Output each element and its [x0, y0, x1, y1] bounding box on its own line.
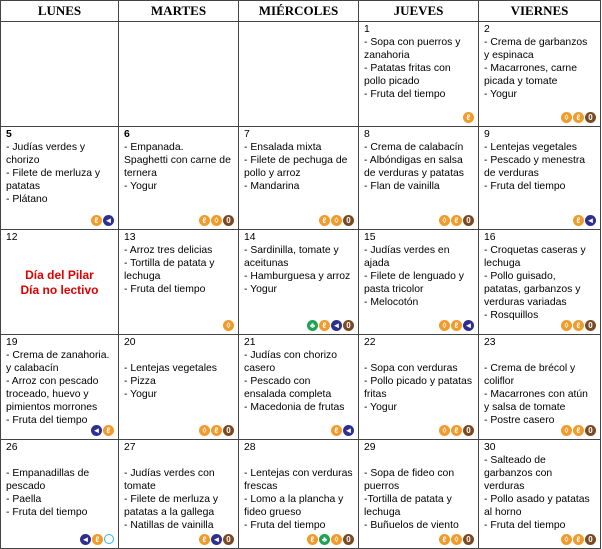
egg-icon: 0: [463, 425, 474, 436]
dish-line: - Crema de calabacín: [364, 142, 464, 153]
wheat-icon: ℓ: [451, 320, 462, 331]
day-cell: [359, 335, 479, 440]
milk-icon: ◊: [331, 215, 342, 226]
milk-icon: ◊: [199, 425, 210, 436]
dish-line: - Natillas de vainilla: [124, 520, 214, 531]
dish-line: - Sopa con verduras: [364, 363, 458, 374]
dish-line: Spaghetti con carne de ternera: [124, 155, 231, 179]
day-content: [479, 335, 600, 427]
day-content: [239, 230, 358, 296]
milk-icon: ◊: [561, 320, 572, 331]
day-number: 26: [6, 442, 18, 453]
dish-line: - Mandarina: [244, 181, 300, 192]
allergen-icons: [573, 215, 596, 226]
mollusc-icon: [104, 534, 114, 544]
egg-icon: 0: [223, 534, 234, 545]
dish-line: - Yogur: [124, 389, 157, 400]
dish-line: - Crema de garbanzos y espinaca: [484, 37, 588, 61]
day-cell: [119, 127, 239, 230]
day-content: [1, 127, 118, 206]
day-number: 14: [244, 232, 256, 243]
allergen-icons: [439, 425, 474, 436]
dish-line: - Crema de zanahoria. y calabacín: [6, 350, 110, 374]
dish-line: - Filete de merluza y patatas a la gallega: [124, 494, 219, 518]
day-content: [239, 127, 358, 193]
dish-line: [124, 349, 233, 362]
dish-line: - Paella: [6, 494, 42, 505]
week-row: [1, 335, 601, 440]
day-number: 2: [484, 24, 490, 35]
day-number: 20: [124, 337, 136, 348]
day-content: [119, 440, 238, 532]
egg-icon: 0: [463, 534, 474, 545]
day-number: 15: [364, 232, 376, 243]
dish-line: - Fruta del tiempo: [244, 520, 326, 531]
allergen-icons: [319, 215, 354, 226]
day-cell: [239, 22, 359, 127]
day-content: [479, 127, 600, 193]
day-cell: [239, 335, 359, 440]
allergen-icons: [223, 320, 234, 331]
allergen-icons: [307, 534, 354, 545]
wheat-icon: ℓ: [199, 215, 210, 226]
fish-icon: ◄: [104, 215, 113, 225]
dish-line: - Salteado de garbanzos con verduras: [484, 455, 553, 492]
day-content: [479, 22, 600, 101]
menu-body: [1, 22, 601, 549]
allergen-icons: [199, 534, 234, 545]
day-number: [124, 23, 233, 36]
wheat-icon: ℓ: [463, 112, 474, 123]
day-cell: [479, 335, 601, 440]
dish-line: - Fruta del tiempo: [6, 415, 88, 426]
day-cell: [479, 440, 601, 549]
day-cell: [239, 230, 359, 335]
holiday-notice: [1, 268, 118, 298]
dish-line: -Tortilla de patata y lechuga: [364, 494, 452, 518]
day-number: 5: [6, 129, 12, 140]
dish-line: - Melocotón: [364, 297, 419, 308]
dish-line: - Yogur: [364, 402, 397, 413]
dish-line: - Filete de merluza y patatas: [6, 168, 101, 192]
allergen-icons: [439, 534, 474, 545]
wheat-icon: ℓ: [331, 425, 342, 436]
day-content: [1, 440, 118, 519]
egg-icon: 0: [585, 534, 596, 545]
day-number: 29: [364, 442, 376, 453]
holiday-subtitle: Día no lectivo: [20, 283, 99, 297]
egg-icon: 0: [585, 320, 596, 331]
celery-icon: ♣: [307, 320, 318, 331]
allergen-icons: [91, 425, 114, 436]
dish-line: - Fruta del tiempo: [364, 89, 446, 100]
dish-line: - Judías verdes en ajada: [364, 245, 450, 269]
milk-icon: ◊: [223, 320, 234, 331]
day-number: 22: [364, 337, 376, 348]
egg-icon: 0: [585, 425, 596, 436]
wheat-icon: ℓ: [199, 534, 210, 545]
day-cell: [239, 127, 359, 230]
day-cell: [479, 22, 601, 127]
allergen-icons: [561, 534, 596, 545]
wheat-icon: ℓ: [91, 215, 102, 226]
day-number: 16: [484, 232, 496, 243]
fish-icon: ◄: [586, 215, 595, 225]
header-jueves: JUEVES: [359, 1, 479, 22]
allergen-icons: [561, 425, 596, 436]
dish-line: - Hamburguesa y arroz: [244, 271, 351, 282]
allergen-icons: [199, 215, 234, 226]
wheat-icon: ℓ: [439, 534, 450, 545]
dish-line: - Fruta del tiempo: [6, 507, 88, 518]
weekday-header-row: [1, 1, 601, 22]
day-cell: [119, 230, 239, 335]
day-content: [479, 440, 600, 532]
fish-icon: ◄: [81, 534, 90, 544]
dish-line: - Sardinilla, tomate y aceitunas: [244, 245, 339, 269]
day-cell: [1, 440, 119, 549]
day-content: [1, 22, 118, 36]
egg-icon: 0: [463, 215, 474, 226]
wheat-icon: ℓ: [92, 534, 103, 545]
allergen-icons: [307, 320, 354, 331]
fish-icon: ◄: [212, 534, 221, 544]
day-cell: [479, 127, 601, 230]
allergen-icons: [561, 112, 596, 123]
day-content: [359, 440, 478, 532]
header-miercoles: MIÉRCOLES: [239, 1, 359, 22]
dish-line: - Lentejas vegetales: [484, 142, 577, 153]
day-number: 23: [484, 337, 496, 348]
egg-icon: 0: [223, 425, 234, 436]
dish-line: - Yogur: [244, 284, 277, 295]
dish-line: - Arroz con pescado troceado, huevo y pimientos morrones: [6, 376, 99, 413]
allergen-icons: [439, 320, 474, 331]
milk-icon: ◊: [331, 534, 342, 545]
milk-icon: ◊: [561, 112, 572, 123]
wheat-icon: ℓ: [573, 534, 584, 545]
allergen-icons: [463, 112, 474, 123]
dish-line: - Filete de pechuga de pollo y arroz: [244, 155, 348, 179]
dish-line: - Fruta del tiempo: [124, 284, 206, 295]
allergen-icons: [331, 425, 354, 436]
dish-line: - Lentejas vegetales: [124, 363, 217, 374]
day-cell: [1, 127, 119, 230]
milk-icon: ◊: [439, 215, 450, 226]
dish-line: [484, 349, 595, 362]
dish-line: - Filete de lenguado y pasta tricolor: [364, 271, 464, 295]
dish-line: - Empanada.: [124, 142, 184, 153]
day-content: [479, 230, 600, 322]
day-number: 9: [484, 129, 490, 140]
dish-line: - Yogur: [484, 89, 517, 100]
allergen-icons: [80, 534, 114, 545]
day-content: [119, 230, 238, 296]
dish-line: - Fruta del tiempo: [484, 181, 566, 192]
day-number: 21: [244, 337, 256, 348]
dish-line: - Rosquillos: [484, 310, 539, 321]
dish-line: - Buñuelos de viento: [364, 520, 459, 531]
header-martes: MARTES: [119, 1, 239, 22]
day-number: 27: [124, 442, 136, 453]
allergen-icons: [199, 425, 234, 436]
allergen-icons: [439, 215, 474, 226]
dish-line: - Yogur: [124, 181, 157, 192]
wheat-icon: ℓ: [573, 112, 584, 123]
day-cell: [239, 440, 359, 549]
day-content: [359, 335, 478, 414]
day-content: [359, 22, 478, 101]
dish-line: - Croquetas caseras y lechuga: [484, 245, 586, 269]
day-content: [239, 440, 358, 532]
wheat-icon: ℓ: [573, 425, 584, 436]
dish-line: - Plátano: [6, 194, 48, 205]
milk-icon: ◊: [211, 215, 222, 226]
day-number: 13: [124, 232, 136, 243]
dish-line: - Albóndigas en salsa de verduras y patatas: [364, 155, 464, 179]
day-content: [359, 127, 478, 193]
day-cell: [359, 22, 479, 127]
dish-line: - Crema de brécol y coliflor: [484, 363, 576, 387]
dish-line: - Pescado y menestra de verduras: [484, 155, 586, 179]
day-content: [1, 335, 118, 427]
fish-icon: ◄: [332, 320, 341, 330]
dish-line: - Pollo asado y patatas al horno: [484, 494, 590, 518]
day-cell: [119, 335, 239, 440]
dish-line: - Judías con chorizo casero: [244, 350, 337, 374]
celery-icon: ♣: [319, 534, 330, 545]
egg-icon: 0: [343, 320, 354, 331]
dish-line: [124, 454, 233, 467]
day-content: [1, 230, 118, 244]
day-cell: [359, 127, 479, 230]
day-cell: [119, 440, 239, 549]
day-cell: [359, 230, 479, 335]
wheat-icon: ℓ: [319, 320, 330, 331]
day-cell: [479, 230, 601, 335]
header-lunes: LUNES: [1, 1, 119, 22]
milk-icon: ◊: [561, 425, 572, 436]
allergen-icons: [561, 320, 596, 331]
header-viernes: VIERNES: [479, 1, 601, 22]
day-number: 1: [364, 24, 370, 35]
holiday-title: Día del Pilar: [25, 268, 94, 282]
day-cell: [359, 440, 479, 549]
day-cell: [119, 22, 239, 127]
day-number: 19: [6, 337, 18, 348]
wheat-icon: ℓ: [103, 425, 114, 436]
egg-icon: 0: [343, 215, 354, 226]
dish-line: [6, 454, 113, 467]
dish-line: - Lentejas con verduras frescas: [244, 468, 353, 492]
day-content: [119, 127, 238, 193]
day-number: [6, 23, 113, 36]
wheat-icon: ℓ: [451, 215, 462, 226]
dish-line: [364, 349, 473, 362]
wheat-icon: ℓ: [319, 215, 330, 226]
day-number: 28: [244, 442, 256, 453]
dish-line: - Empanadillas de pescado: [6, 468, 90, 492]
milk-icon: ◊: [561, 534, 572, 545]
week-row: [1, 230, 601, 335]
dish-line: - Judías verdes con tomate: [124, 468, 215, 492]
wheat-icon: ℓ: [211, 425, 222, 436]
wheat-icon: ℓ: [573, 215, 584, 226]
egg-icon: 0: [585, 112, 596, 123]
dish-line: - Flan de vainilla: [364, 181, 440, 192]
dish-line: - Pollo guisado, patatas, garbanzos y verduras variadas: [484, 271, 581, 308]
fish-icon: ◄: [344, 425, 353, 435]
dish-line: - Macarrones con atún y salsa de tomate: [484, 389, 588, 413]
dish-line: - Macarrones, carne picada y tomate: [484, 63, 577, 87]
day-number: 30: [484, 442, 496, 453]
week-row: [1, 440, 601, 549]
dish-line: - Postre casero: [484, 415, 555, 426]
dish-line: - Patatas fritas con pollo picado: [364, 63, 451, 87]
milk-icon: ◊: [439, 320, 450, 331]
milk-icon: ◊: [439, 425, 450, 436]
dish-line: - Macedonia de frutas: [244, 402, 345, 413]
dish-line: [364, 454, 473, 467]
day-cell: [1, 230, 119, 335]
dish-line: - Pescado con ensalada completa: [244, 376, 332, 400]
day-cell: [1, 335, 119, 440]
day-content: [359, 230, 478, 309]
egg-icon: 0: [223, 215, 234, 226]
dish-line: - Fruta del tiempo: [484, 520, 566, 531]
day-content: [119, 22, 238, 36]
day-content: [239, 335, 358, 414]
dish-line: - Pizza: [124, 376, 156, 387]
wheat-icon: ℓ: [573, 320, 584, 331]
fish-icon: ◄: [464, 320, 473, 330]
dish-line: - Ensalada mixta: [244, 142, 322, 153]
day-number: 7: [244, 129, 250, 140]
day-number: 8: [364, 129, 370, 140]
dish-line: [244, 454, 353, 467]
day-cell: [1, 22, 119, 127]
wheat-icon: ℓ: [451, 425, 462, 436]
wheat-icon: ℓ: [307, 534, 318, 545]
milk-icon: ◊: [451, 534, 462, 545]
day-number: [244, 23, 353, 36]
dish-line: - Pollo picado y patatas fritas: [364, 376, 473, 400]
dish-line: - Arroz tres delicias: [124, 245, 213, 256]
week-row: [1, 127, 601, 230]
day-number: 12: [6, 232, 18, 243]
dish-line: - Sopa con puerros y zanahoria: [364, 37, 461, 61]
day-number: 6: [124, 129, 130, 140]
dish-line: - Lomo a la plancha y fideo grueso: [244, 494, 344, 518]
dish-line: - Tortilla de patata y lechuga: [124, 258, 215, 282]
day-content: [239, 22, 358, 36]
allergen-icons: [91, 215, 114, 226]
dish-line: - Sopa de fideo con puerros: [364, 468, 455, 492]
dish-line: - Judías verdes y chorizo: [6, 142, 86, 166]
week-row: [1, 22, 601, 127]
egg-icon: 0: [343, 534, 354, 545]
day-content: [119, 335, 238, 401]
fish-icon: ◄: [92, 425, 101, 435]
